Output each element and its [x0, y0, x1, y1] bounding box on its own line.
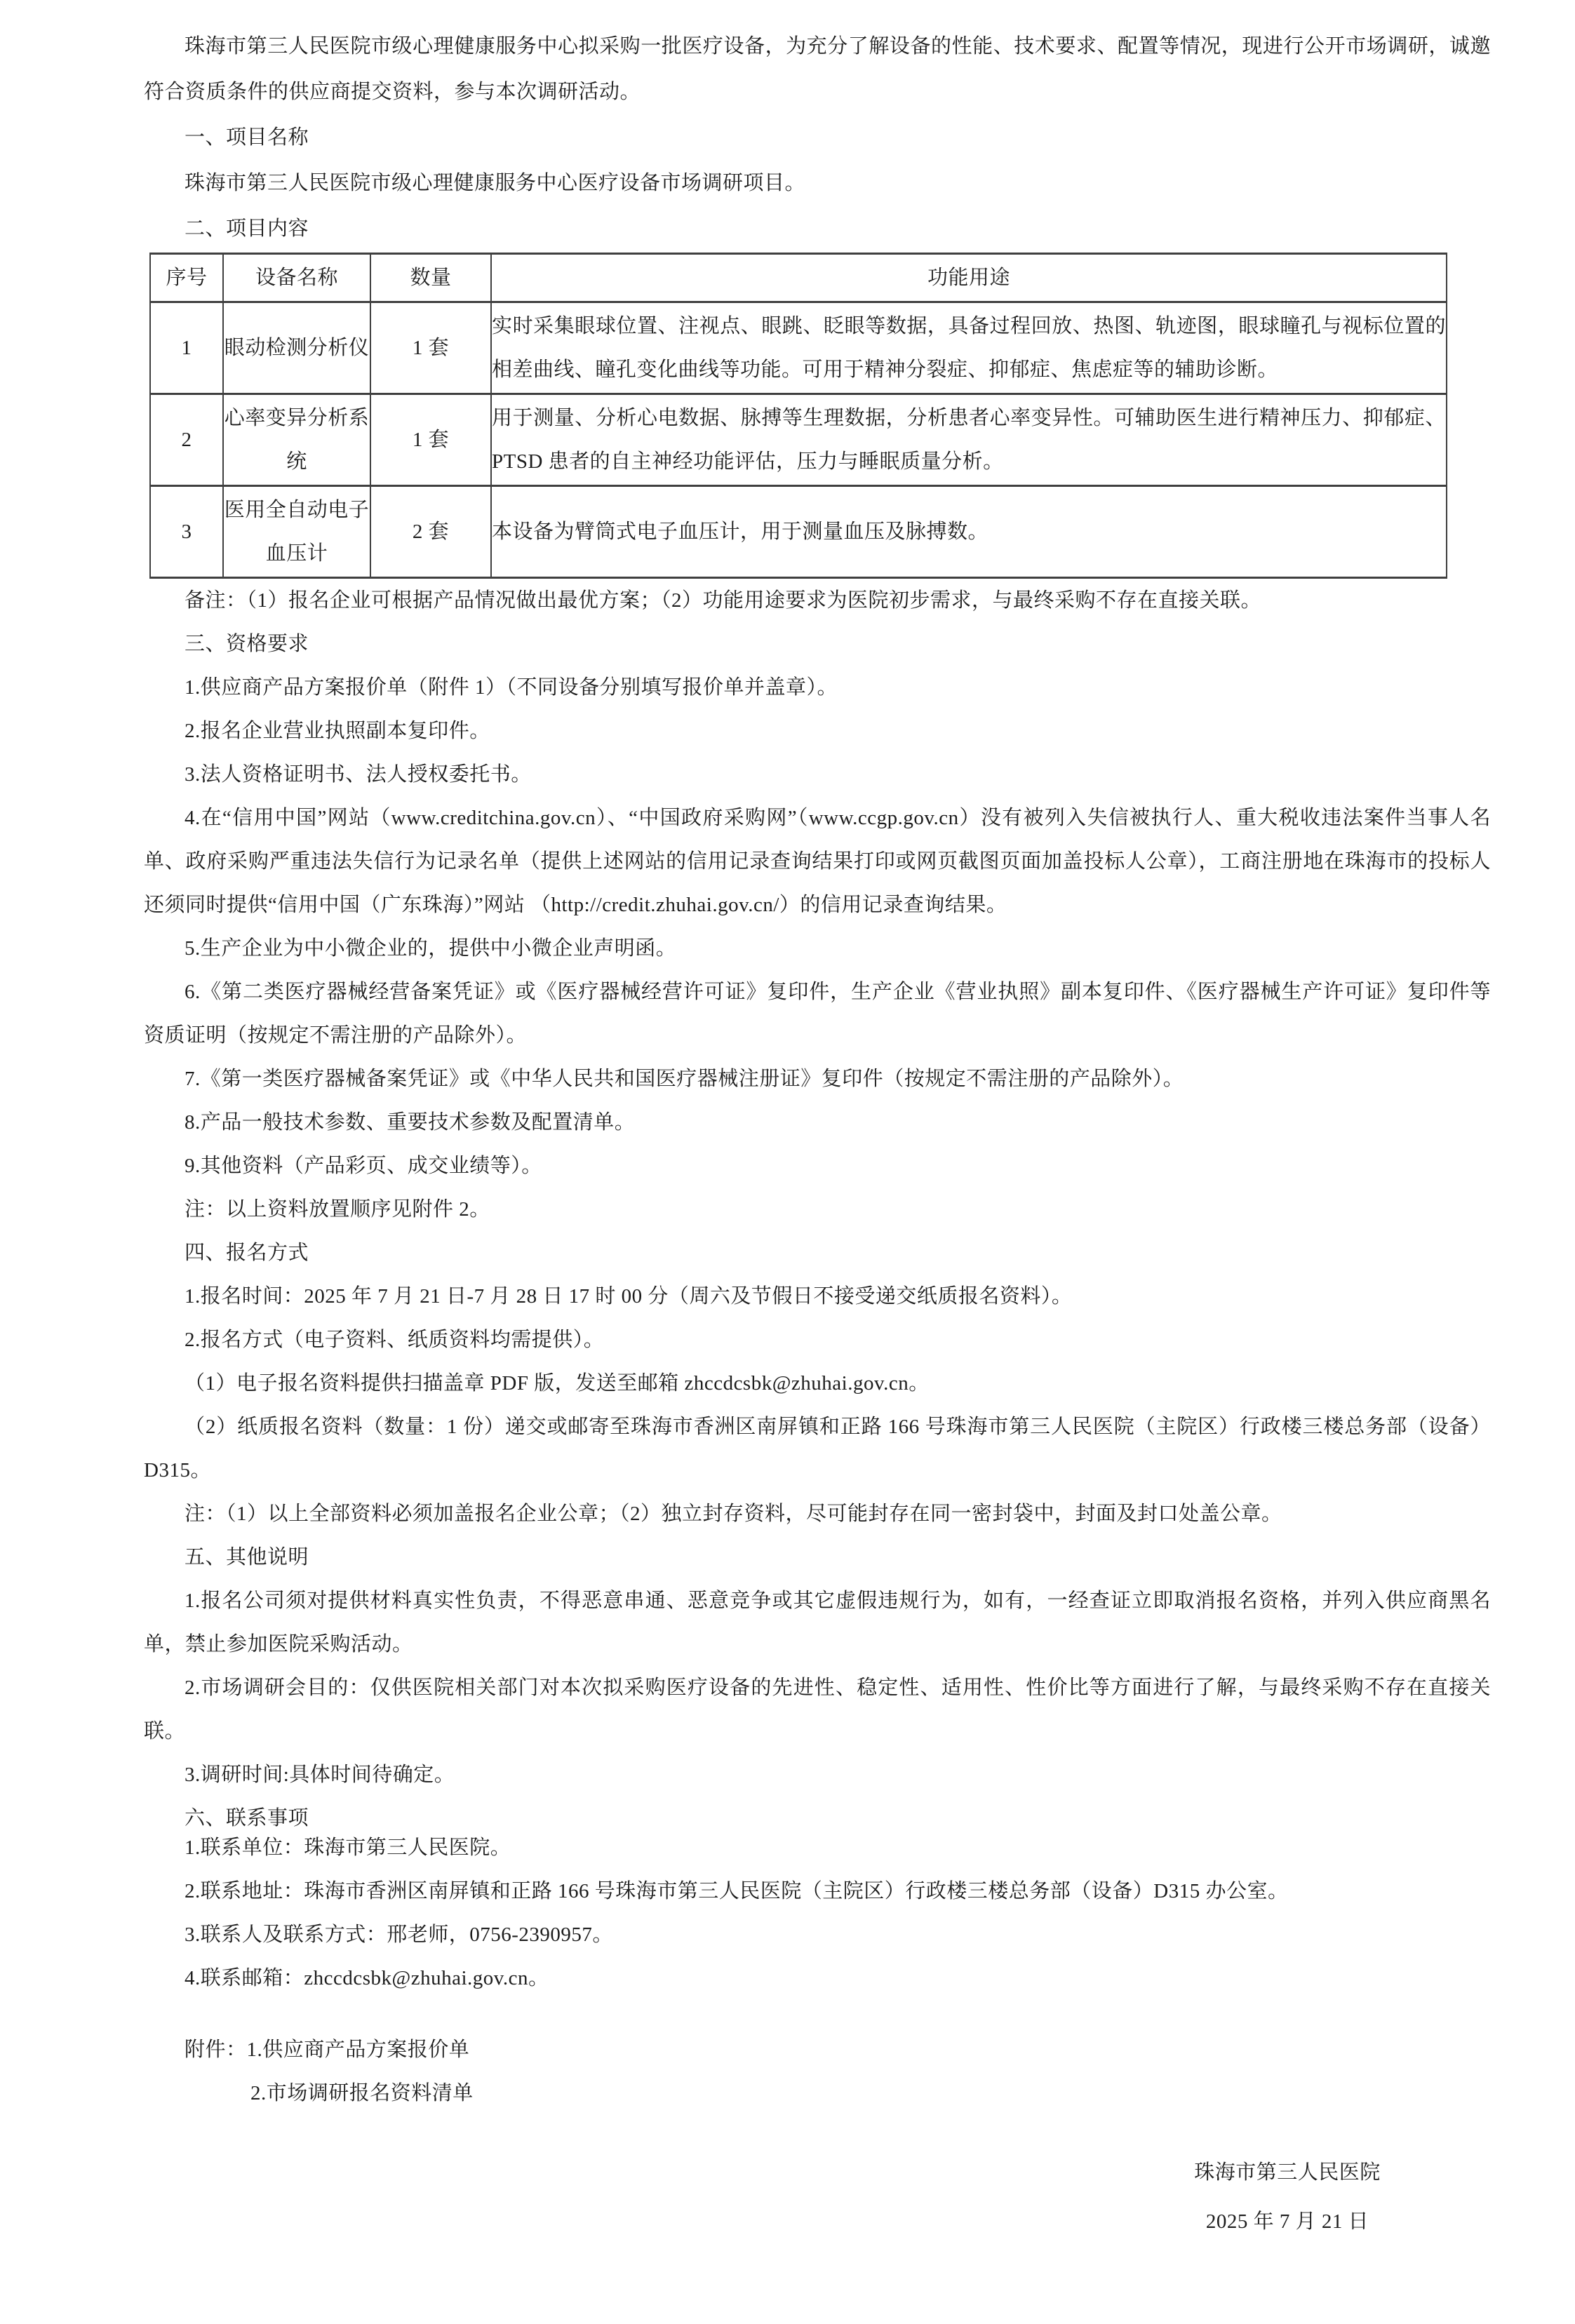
cell-qty: 1 套 [370, 394, 491, 486]
cell-no: 2 [150, 394, 223, 486]
attachment-line: 2.市场调研报名资料清单 [250, 2082, 474, 2104]
contact-item: 4.联系邮箱：zhccdcsbk@zhuhai.gov.cn。 [185, 1967, 549, 1989]
qualification-item: 1.供应商产品方案报价单（附件 1）（不同设备分别填写报价单并盖章）。 [185, 676, 838, 699]
column-header-name: 设备名称 [223, 254, 370, 302]
contact-item: 1.联系单位：珠海市第三人民医院。 [185, 1836, 511, 1859]
other-note-item: 2.市场调研会目的：仅供医院相关部门对本次拟采购医疗设备的先进性、稳定性、适用性、性价比等方面进行了解，与最终采购不存在直接关联。 [144, 1677, 1491, 1742]
contact-item: 3.联系人及联系方式：邢老师，0756-2390957。 [185, 1923, 613, 1946]
cell-function: 用于测量、分析心电数据、脉搏等生理数据，分析患者心率变异性。可辅助医生进行精神压力、抑郁症、PTSD 患者的自主神经功能评估，压力与睡眠质量分析。 [491, 394, 1447, 486]
qualification-item: 7.《第一类医疗器械备案凭证》或《中华人民共和国医疗器械注册证》复印件（按规定不需注册的产品除外）。 [185, 1068, 1184, 1090]
intro-paragraph: 珠海市第三人民医院市级心理健康服务中心拟采购一批医疗设备，为充分了解设备的性能、技术要求、配置等情况，现进行公开市场调研，诚邀符合资质条件的供应商提交资料，参与本次调研活动。 [144, 35, 1491, 103]
registration-note: 注：（1）以上全部资料必须加盖报名企业公章；（2）独立封存资料，尽可能封存在同一密封袋中，封面及封口处盖公章。 [185, 1503, 1282, 1525]
section6-heading: 六、联系事项 [185, 1807, 309, 1829]
table-row [150, 486, 1447, 578]
other-note-item: 1.报名公司须对提供材料真实性负责，不得恶意串通、恶意竞争或其它虚假违规行为，如有，一经查证立即取消报名资格，并列入供应商黑名单，禁止参加医院采购活动。 [144, 1590, 1491, 1655]
registration-subitem: （1）电子报名资料提供扫描盖章 PDF 版，发送至邮箱 zhccdcsbk@zhuhai.gov.cn。 [185, 1372, 930, 1395]
equipment-table [149, 253, 1447, 579]
registration-item: 1.报名时间：2025 年 7 月 21 日-7 月 28 日 17 时 00 分（周六及节假日不接受递交纸质报名资料）。 [185, 1285, 1073, 1308]
qualification-note: 注：以上资料放置顺序见附件 2。 [185, 1198, 490, 1221]
column-header-qty: 数量 [370, 254, 491, 302]
qualification-item: 5.生产企业为中小微企业的，提供中小微企业声明函。 [185, 937, 677, 960]
contact-item: 2.联系地址：珠海市香洲区南屏镇和正路 166 号珠海市第三人民医院（主院区）行政楼三楼总务部（设备）D315 办公室。 [185, 1880, 1289, 1902]
cell-qty: 1 套 [370, 302, 491, 394]
attachment-line: 附件：1.供应商产品方案报价单 [185, 2038, 470, 2061]
table-header-row [150, 254, 1447, 302]
qualification-item: 2.报名企业营业执照副本复印件。 [185, 720, 490, 742]
section5-heading: 五、其他说明 [185, 1546, 309, 1569]
section4-heading: 四、报名方式 [185, 1242, 309, 1264]
section1-body: 珠海市第三人民医院市级心理健康服务中心医疗设备市场调研项目。 [185, 172, 806, 194]
qualification-item: 3.法人资格证明书、法人授权委托书。 [185, 763, 532, 786]
signature-block [1154, 2148, 1421, 2246]
table-row [150, 394, 1447, 486]
cell-device-name: 心率变异分析系统 [223, 394, 370, 486]
qualification-item: 8.产品一般技术参数、重要技术参数及配置清单。 [185, 1111, 636, 1134]
cell-no: 1 [150, 302, 223, 394]
column-header-function: 功能用途 [491, 254, 1447, 302]
section3-heading: 三、资格要求 [185, 633, 309, 655]
qualification-item: 4.在“信用中国”网站（www.creditchina.gov.cn）、“中国政府采购网”（www.ccgp.gov.cn）没有被列入失信被执行人、重大税收违法案件当事人名单、政府采购严重违法失信行为记录名单（提供上述网站的信用记录查询结果打印或网页截图页面加盖投标人公章），工商注册地在珠海市的投标人还须同时提供“信用中国（广东珠海）”网站 （http://credit.zhuhai.gov.cn/）的信用记录查询结果。 [144, 807, 1491, 916]
cell-function: 实时采集眼球位置、注视点、眼跳、眨眼等数据，具备过程回放、热图、轨迹图，眼球瞳孔与视标位置的相差曲线、瞳孔变化曲线等功能。可用于精神分裂症、抑郁症、焦虑症等的辅助诊断。 [491, 302, 1447, 394]
table-remark: 备注：（1）报名企业可根据产品情况做出最优方案；（2）功能用途要求为医院初步需求，与最终采购不存在直接关联。 [185, 589, 1262, 612]
issue-date: 2025 年 7 月 21 日 [1205, 2210, 1369, 2233]
cell-function: 本设备为臂筒式电子血压计，用于测量血压及脉搏数。 [491, 486, 1447, 578]
column-header-no: 序号 [150, 254, 223, 302]
qualification-item: 9.其他资料（产品彩页、成交业绩等）。 [185, 1155, 542, 1177]
cell-device-name: 眼动检测分析仪 [223, 302, 370, 394]
section1-heading: 一、项目名称 [185, 126, 309, 149]
registration-item: 2.报名方式（电子资料、纸质资料均需提供）。 [185, 1329, 605, 1351]
qualification-item: 6.《第二类医疗器械经营备案凭证》或《医疗器械经营许可证》复印件，生产企业《营业执照》副本复印件、《医疗器械生产许可证》复印件等资质证明（按规定不需注册的产品除外）。 [144, 981, 1491, 1047]
cell-device-name: 医用全自动电子血压计 [223, 486, 370, 578]
issuing-organization: 珠海市第三人民医院 [1194, 2161, 1381, 2184]
cell-no: 3 [150, 486, 223, 578]
section2-heading: 二、项目内容 [185, 217, 309, 240]
table-row [150, 302, 1447, 394]
registration-subitem: （2）纸质报名资料（数量：1 份）递交或邮寄至珠海市香洲区南屏镇和正路 166 号珠海市第三人民医院（主院区）行政楼三楼总务部（设备）D315。 [144, 1416, 1491, 1482]
cell-qty: 2 套 [370, 486, 491, 578]
other-note-item: 3.调研时间:具体时间待确定。 [185, 1764, 455, 1786]
